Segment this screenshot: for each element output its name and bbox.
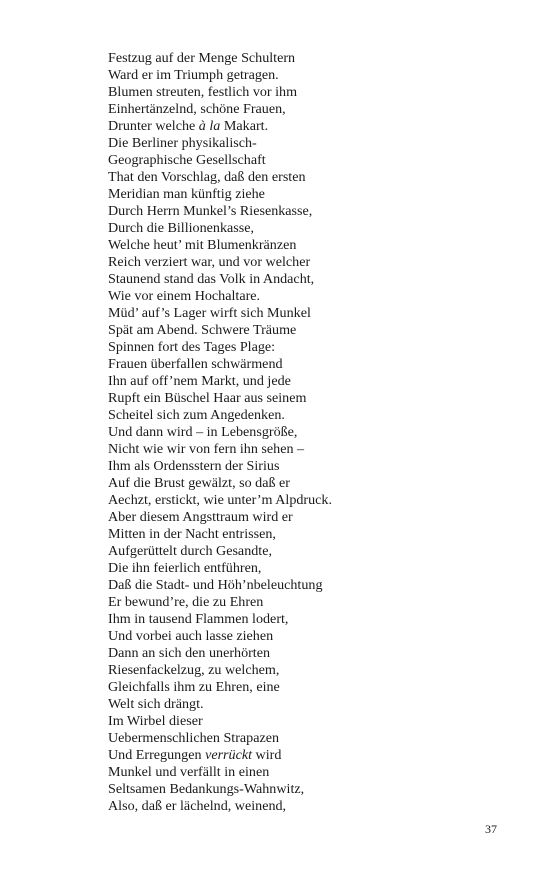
poem-line: Welche heut’ mit Blumenkränzen <box>108 237 297 253</box>
poem-line: Wie vor einem Hochaltare. <box>108 288 261 304</box>
poem-line-text: wird <box>252 747 282 763</box>
poem-line: Festzug auf der Menge Schultern <box>108 50 296 66</box>
poem-line: Daß die Stadt- und Höh’nbeleuchtung <box>108 577 323 593</box>
poem-text <box>108 50 508 815</box>
poem-line: Nicht wie wir von fern ihn sehen – <box>108 441 305 457</box>
poem-line: Staunend stand das Volk in Andacht, <box>108 271 315 287</box>
poem-line: Ihn auf off’nem Markt, und jede <box>108 373 291 389</box>
poem-line-emphasis: verrückt <box>205 747 253 763</box>
poem-line: Frauen überfallen schwärmend <box>108 356 283 372</box>
poem-line: Durch die Billionenkasse, <box>108 220 254 236</box>
poem-line: Meridian man künftig ziehe <box>108 186 265 202</box>
poem-line: Ward er im Triumph getragen. <box>108 67 279 83</box>
poem-line-text: Drunter welche <box>108 118 199 134</box>
poem-line: Auf die Brust gewälzt, so daß er <box>108 475 290 491</box>
poem-line: Ihm in tausend Flammen lodert, <box>108 611 289 627</box>
poem-line <box>108 118 508 135</box>
poem-line: Mitten in der Nacht entrissen, <box>108 526 276 542</box>
poem-line: Also, daß er lächelnd, weinend, <box>108 798 287 814</box>
poem-line: Spät am Abend. Schwere Träume <box>108 322 297 338</box>
poem-line-emphasis: à la <box>198 118 221 134</box>
poem-line: Die Berliner physikalisch- <box>108 135 257 151</box>
poem-line: Blumen streuten, festlich vor ihm <box>108 84 298 100</box>
poem-line: Aufgerüttelt durch Gesandte, <box>108 543 272 559</box>
poem-line: Seltsamen Bedankungs-Wahnwitz, <box>108 781 305 797</box>
poem-line-text: Und Erregungen <box>108 747 206 763</box>
poem-line: Spinnen fort des Tages Plage: <box>108 339 276 355</box>
poem-line: Müd’ auf’s Lager wirft sich Munkel <box>108 305 311 321</box>
poem-line: Im Wirbel dieser <box>108 713 203 729</box>
poem-line: Und vorbei auch lasse ziehen <box>108 628 274 644</box>
poem-line: Geographische Gesellschaft <box>108 152 266 168</box>
poem-line: Ihm als Ordensstern der Sirius <box>108 458 280 474</box>
poem-line <box>108 747 508 764</box>
poem-line: Aber diesem Angsttraum wird er <box>108 509 293 525</box>
poem-line: Munkel und verfällt in einen <box>108 764 270 780</box>
poem-line: Durch Herrn Munkel’s Riesenkasse, <box>108 203 313 219</box>
poem-line: Und dann wird – in Lebensgröße, <box>108 424 298 440</box>
poem-line: Die ihn feierlich entführen, <box>108 560 262 576</box>
poem-line: Reich verziert war, und vor welcher <box>108 254 311 270</box>
poem-line: Dann an sich den unerhörten <box>108 645 271 661</box>
poem-line: Gleichfalls ihm zu Ehren, eine <box>108 679 280 695</box>
poem-line: Rupft ein Büschel Haar aus seinem <box>108 390 307 406</box>
poem-line-text: Makart. <box>220 118 269 134</box>
page-number: 37 <box>485 822 497 836</box>
poem-line: Aechzt, erstickt, wie unter’m Alpdruck. <box>108 492 332 508</box>
poem-line: Er bewund’re, die zu Ehren <box>108 594 264 610</box>
poem-line: That den Vorschlag, daß den ersten <box>108 169 306 185</box>
poem-line: Welt sich drängt. <box>108 696 204 712</box>
poem-line: Scheitel sich zum Angedenken. <box>108 407 285 423</box>
poem-line: Uebermenschlichen Strapazen <box>108 730 280 746</box>
poem-line: Einhertänzelnd, schöne Frauen, <box>108 101 286 117</box>
poem-line: Riesenfackelzug, zu welchem, <box>108 662 280 678</box>
